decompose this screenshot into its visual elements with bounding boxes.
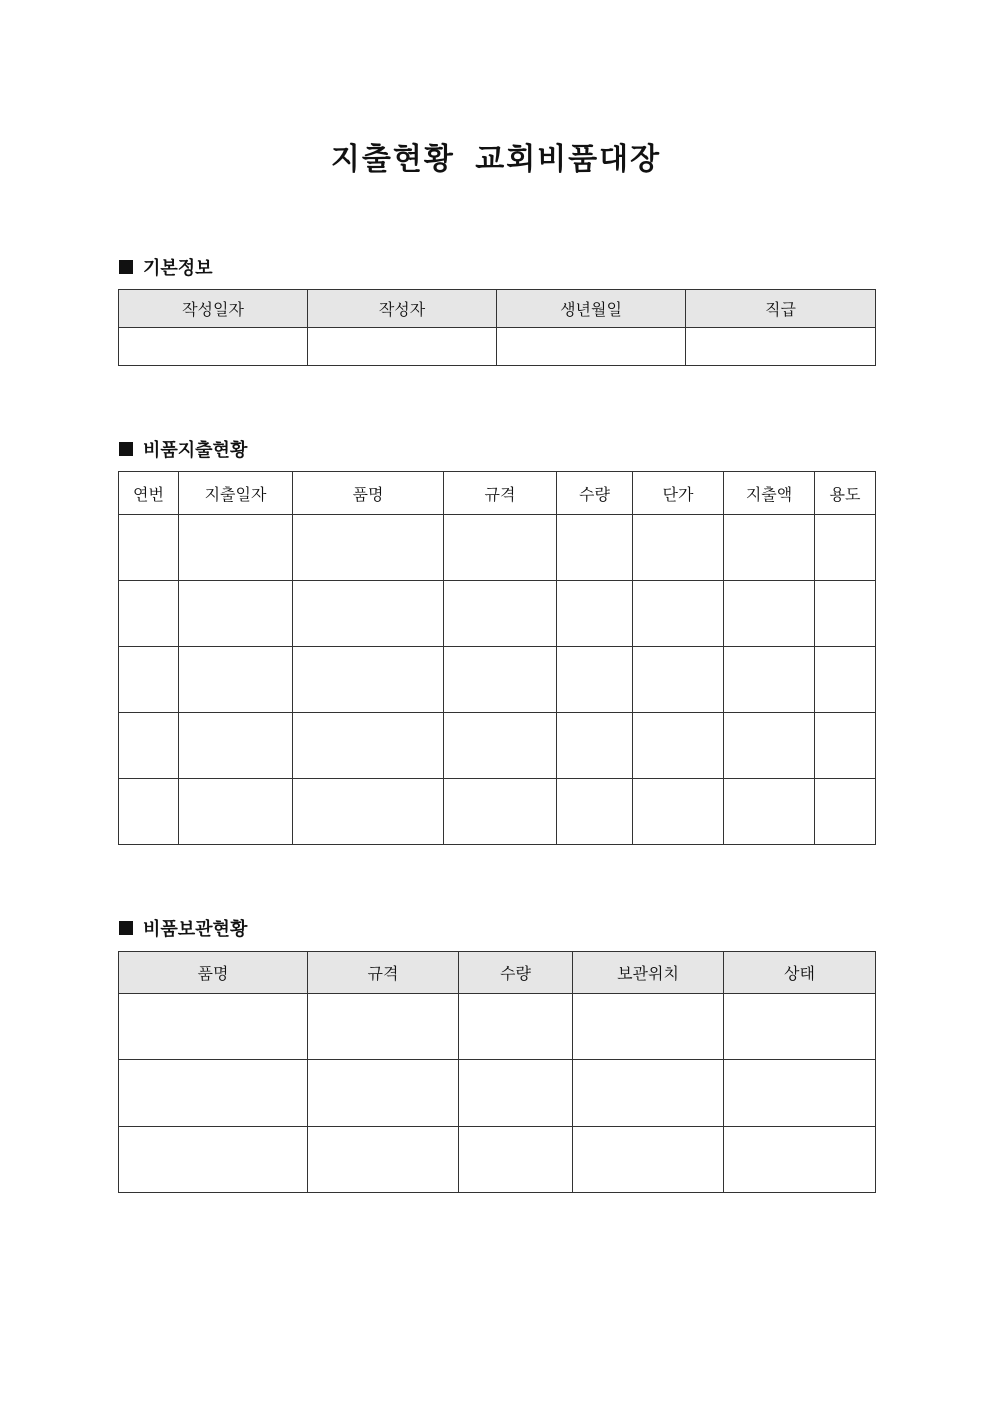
input-cell[interactable] [724, 994, 876, 1060]
table-row [119, 1127, 876, 1193]
input-cell[interactable] [459, 994, 573, 1060]
input-cell[interactable] [724, 581, 815, 647]
expense-header-row [119, 472, 876, 515]
input-cell[interactable] [293, 647, 444, 713]
storage-table [118, 951, 876, 1193]
basic-info-header-row [119, 290, 876, 328]
col-header: 연번 [119, 472, 179, 515]
table-row [119, 647, 876, 713]
input-cell[interactable] [633, 713, 724, 779]
table-row [119, 994, 876, 1060]
input-cell[interactable] [573, 1060, 724, 1127]
input-cell[interactable] [557, 713, 633, 779]
col-header: 상태 [724, 952, 876, 994]
input-cell[interactable] [119, 1060, 308, 1127]
input-cell[interactable] [815, 647, 876, 713]
col-header: 용도 [815, 472, 876, 515]
basic-info-heading [119, 254, 213, 280]
input-cell[interactable] [497, 328, 686, 366]
input-cell[interactable] [573, 1127, 724, 1193]
input-cell[interactable] [119, 581, 179, 647]
input-cell[interactable] [179, 779, 293, 845]
input-cell[interactable] [119, 1127, 308, 1193]
input-cell[interactable] [633, 647, 724, 713]
input-cell[interactable] [444, 581, 557, 647]
input-cell[interactable] [724, 779, 815, 845]
input-cell[interactable] [444, 647, 557, 713]
input-cell[interactable] [557, 779, 633, 845]
col-header: 보관위치 [573, 952, 724, 994]
input-cell[interactable] [459, 1127, 573, 1193]
input-cell[interactable] [119, 713, 179, 779]
input-cell[interactable] [633, 779, 724, 845]
input-cell[interactable] [724, 1060, 876, 1127]
input-cell[interactable] [119, 994, 308, 1060]
input-cell[interactable] [308, 1060, 459, 1127]
input-cell[interactable] [119, 647, 179, 713]
col-header: 작성자 [308, 290, 497, 328]
table-row [119, 581, 876, 647]
table-row [119, 515, 876, 581]
col-header: 수량 [459, 952, 573, 994]
col-header: 규격 [308, 952, 459, 994]
col-header: 직급 [686, 290, 876, 328]
input-cell[interactable] [179, 647, 293, 713]
input-cell[interactable] [686, 328, 876, 366]
input-cell[interactable] [119, 515, 179, 581]
input-cell[interactable] [119, 328, 308, 366]
input-cell[interactable] [557, 581, 633, 647]
expense-heading-label: 비품지출현황 [143, 440, 248, 461]
input-cell[interactable] [724, 647, 815, 713]
table-row [119, 328, 876, 366]
col-header: 지출액 [724, 472, 815, 515]
square-bullet-icon [119, 260, 133, 274]
input-cell[interactable] [815, 515, 876, 581]
input-cell[interactable] [557, 647, 633, 713]
basic-info-table [118, 289, 876, 366]
input-cell[interactable] [308, 994, 459, 1060]
col-header: 생년월일 [497, 290, 686, 328]
input-cell[interactable] [633, 515, 724, 581]
input-cell[interactable] [293, 779, 444, 845]
expense-heading [119, 436, 247, 462]
input-cell[interactable] [444, 713, 557, 779]
square-bullet-icon [119, 442, 133, 456]
input-cell[interactable] [633, 581, 724, 647]
input-cell[interactable] [293, 515, 444, 581]
input-cell[interactable] [724, 713, 815, 779]
table-row [119, 779, 876, 845]
input-cell[interactable] [724, 515, 815, 581]
input-cell[interactable] [308, 328, 497, 366]
input-cell[interactable] [444, 779, 557, 845]
basic-info-heading-label: 기본정보 [143, 258, 213, 279]
input-cell[interactable] [815, 713, 876, 779]
col-header: 수량 [557, 472, 633, 515]
table-row [119, 1060, 876, 1127]
storage-heading [119, 915, 247, 941]
input-cell[interactable] [179, 713, 293, 779]
input-cell[interactable] [179, 581, 293, 647]
input-cell[interactable] [119, 779, 179, 845]
col-header: 단가 [633, 472, 724, 515]
input-cell[interactable] [557, 515, 633, 581]
square-bullet-icon [119, 921, 133, 935]
col-header: 규격 [444, 472, 557, 515]
storage-heading-label: 비품보관현황 [143, 919, 248, 940]
col-header: 품명 [293, 472, 444, 515]
input-cell[interactable] [308, 1127, 459, 1193]
storage-header-row [119, 952, 876, 994]
input-cell[interactable] [293, 581, 444, 647]
input-cell[interactable] [815, 581, 876, 647]
input-cell[interactable] [444, 515, 557, 581]
input-cell[interactable] [179, 515, 293, 581]
input-cell[interactable] [293, 713, 444, 779]
input-cell[interactable] [815, 779, 876, 845]
table-row [119, 713, 876, 779]
expense-table [118, 471, 876, 845]
col-header: 품명 [119, 952, 308, 994]
col-header: 지출일자 [179, 472, 293, 515]
col-header: 작성일자 [119, 290, 308, 328]
page-title: 지출현황 교회비품대장 [330, 142, 662, 177]
input-cell[interactable] [459, 1060, 573, 1127]
input-cell[interactable] [573, 994, 724, 1060]
input-cell[interactable] [724, 1127, 876, 1193]
